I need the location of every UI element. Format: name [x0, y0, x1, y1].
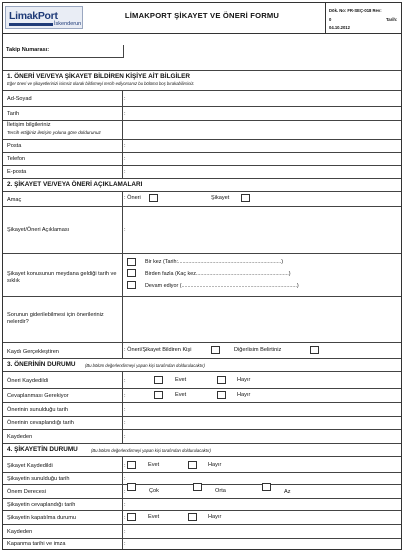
section1-note: Eğer öneri ve şikayetlerinizi isimsiz olarak bildirmeyi tercih ediyorsanız bu bölümü boş bırakabilirsiniz.	[7, 81, 195, 86]
divider	[3, 429, 401, 430]
colon: :	[124, 227, 126, 233]
no-label: Hayır	[208, 514, 222, 520]
sikayet-checkbox[interactable]	[241, 194, 250, 202]
priority-mid-label: Orta	[215, 488, 226, 494]
complaint-closed-no-checkbox[interactable]	[188, 513, 197, 521]
divider	[3, 498, 401, 499]
source-option2-label: Diğerlisim Belirtiniz	[234, 347, 282, 353]
option-oneri-label: : Öneri	[124, 195, 141, 201]
post-label: Posta	[7, 143, 22, 149]
answer-required-label: Cevaplanması Gerekiyor	[7, 393, 69, 399]
colon: :	[124, 515, 126, 521]
suggestion-answered-date-label: Önerinin cevaplandığı tarih	[7, 420, 74, 426]
contact-label: İletişim bilgileriniz	[7, 122, 51, 128]
occurrence-label: Şikayet konusunun meydana geldiği tarih ve sıklık	[7, 271, 117, 284]
yes-label: Evet	[148, 514, 160, 520]
divider	[3, 472, 401, 473]
no-label: Hayır	[208, 462, 222, 468]
divider	[3, 139, 401, 140]
divider	[3, 191, 401, 192]
divider	[3, 152, 401, 153]
tracking-number-label: Takip Numarası:	[6, 47, 50, 53]
divider	[3, 538, 401, 539]
divider	[3, 120, 401, 121]
colon: :	[124, 476, 126, 482]
suggestion-submitted-date-label: Önerinin sunulduğu tarih	[7, 407, 68, 413]
divider	[3, 90, 401, 91]
occurrence-multiple-checkbox[interactable]	[127, 269, 136, 277]
colon: :	[124, 407, 126, 413]
section3-column-divider	[122, 371, 123, 443]
suggestion-recorded-no-checkbox[interactable]	[217, 376, 226, 384]
rev-value: 0	[329, 17, 332, 22]
logo-bar	[9, 23, 53, 26]
divider	[3, 70, 401, 71]
contact-note: Tercih ettiğiniz iletişim yoluna göre doldurunuz	[7, 130, 101, 135]
divider	[3, 484, 401, 485]
form-title: LİMAKPORT ŞİKAYET VE ÖNERİ FORMU	[124, 11, 280, 20]
section2-title: 2. ŞİKAYET VE/VEYA ÖNERİ AÇIKLAMALARI	[7, 181, 143, 188]
colon: :	[124, 156, 126, 162]
occurrence-ongoing-checkbox[interactable]	[127, 281, 136, 289]
priority-low-checkbox[interactable]	[262, 483, 271, 491]
no-label: Hayır	[237, 392, 251, 398]
date-label: Tarih:	[386, 17, 398, 22]
divider	[3, 416, 401, 417]
occurrence-ongoing-text: Devam ediyor (.............................................................................)	[145, 283, 299, 289]
priority-low-label: Az	[284, 489, 291, 495]
logo-sub-text: İskenderun	[54, 21, 82, 27]
oneri-checkbox[interactable]	[149, 194, 158, 202]
complaint-recorded-label: Şikayet Kaydedildi	[7, 463, 53, 469]
source-label: Kaydı Gerçekleştiren	[7, 349, 59, 355]
doc-no-label: Dök. No: FR-SEÇ-018 Rev:	[329, 8, 382, 13]
complaint-answered-date-label: Şikayetin cevaplandığı tarih	[7, 502, 76, 508]
divider	[3, 402, 401, 403]
suggestion-recorded-by-label: Kaydeden	[7, 434, 33, 440]
section3-note: (Bu bölüm değerlendirmeyi yapan kişi tarafından doldurulacaktır)	[85, 363, 205, 368]
divider	[3, 253, 401, 254]
section1-column-divider	[122, 90, 123, 178]
divider	[3, 342, 401, 343]
divider	[3, 456, 401, 457]
logo-main-text: LimakPort	[9, 10, 58, 22]
complaint-recorded-no-checkbox[interactable]	[188, 461, 197, 469]
divider	[3, 524, 401, 525]
source-option1-label: : Öneri/Şikayet Bildiren Kişi	[124, 347, 192, 353]
colon: :	[124, 420, 126, 426]
section3-title: 3. ÖNERİNİN DURUMU	[7, 361, 76, 368]
date-label: Tarih	[7, 111, 20, 117]
suggestion-recorded-label: Öneri Kaydedildi	[7, 378, 49, 384]
priority-high-checkbox[interactable]	[127, 483, 136, 491]
colon: :	[124, 378, 126, 384]
divider	[3, 510, 401, 511]
tracking-divider	[123, 45, 124, 58]
colon: :	[124, 96, 126, 102]
divider	[3, 206, 401, 207]
divider	[3, 371, 401, 372]
source-option1-checkbox[interactable]	[211, 346, 220, 354]
divider	[3, 165, 401, 166]
name-label: Ad-Soyad	[7, 96, 32, 102]
divider	[3, 106, 401, 107]
divider	[3, 296, 401, 297]
colon: :	[124, 143, 126, 149]
no-label: Hayır	[237, 377, 251, 383]
colon: :	[124, 434, 126, 440]
section4-note: (Bu bölüm değerlendirmeyi yapan kişi tarafından doldurulacaktır)	[91, 448, 211, 453]
yes-label: Evet	[175, 392, 187, 398]
email-label: E-posta	[7, 169, 27, 175]
complaint-recorded-yes-checkbox[interactable]	[127, 461, 136, 469]
colon: :	[124, 111, 126, 117]
complaint-recorded-by-label: Kaydeden	[7, 529, 33, 535]
suggestion-recorded-yes-checkbox[interactable]	[154, 376, 163, 384]
occurrence-multiple-text: Birden fazla (Kaç kez..............................................................)	[145, 271, 291, 277]
complaint-closed-yes-checkbox[interactable]	[127, 513, 136, 521]
date-value: 04.10.2012	[329, 25, 350, 30]
closing-date-signature-label: Kapanma tarihi ve imza	[7, 541, 66, 547]
colon: :	[124, 463, 126, 469]
section4-title: 4. ŞİKAYETİN DURUMU	[7, 446, 78, 453]
answer-required-yes-checkbox[interactable]	[154, 391, 163, 399]
priority-mid-checkbox[interactable]	[193, 483, 202, 491]
option-sikayet-label: Şikayet	[211, 195, 230, 201]
divider	[3, 388, 401, 389]
limakport-logo	[5, 6, 83, 29]
priority-label: Önem Derecesi	[7, 489, 46, 495]
complaint-form-page	[2, 2, 402, 550]
complaint-submitted-date-label: Şikayetin sunulduğu tarih	[7, 476, 70, 482]
priority-high-label: Çok	[149, 488, 159, 494]
divider	[3, 358, 401, 359]
yes-label: Evet	[175, 377, 187, 383]
colon: :	[124, 502, 126, 508]
doc-meta-box	[325, 3, 401, 33]
complaint-closed-label: Şikayetin kapatılma durumu	[7, 515, 77, 521]
colon: :	[124, 169, 126, 175]
tracking-underline	[3, 57, 123, 58]
description-label: Şikayet/Öneri Açıklaması	[7, 227, 70, 233]
source-option2-checkbox[interactable]	[310, 346, 319, 354]
section4-column-divider	[122, 456, 123, 549]
yes-label: Evet	[148, 462, 160, 468]
divider	[3, 178, 401, 179]
resolution-label: Sorunun giderilebilmesi için önerileriniz nelerdir?	[7, 312, 104, 325]
colon: :	[124, 529, 126, 535]
answer-required-no-checkbox[interactable]	[217, 391, 226, 399]
colon: :	[124, 489, 126, 495]
purpose-label: Amaç	[7, 197, 22, 203]
occurrence-once-checkbox[interactable]	[127, 258, 136, 266]
section2-column-divider	[122, 191, 123, 358]
colon: :	[124, 393, 126, 399]
form-header	[3, 3, 401, 34]
colon: :	[124, 541, 126, 547]
divider	[3, 443, 401, 444]
section1-title: 1. ÖNERİ VE/VEYA ŞİKAYET BİLDİREN KİŞİYE AİT BİLGİLER	[7, 73, 190, 80]
phone-label: Telefon	[7, 156, 26, 162]
occurrence-once-text: Bir kez (Tarih:.....................................................................)	[145, 259, 284, 265]
